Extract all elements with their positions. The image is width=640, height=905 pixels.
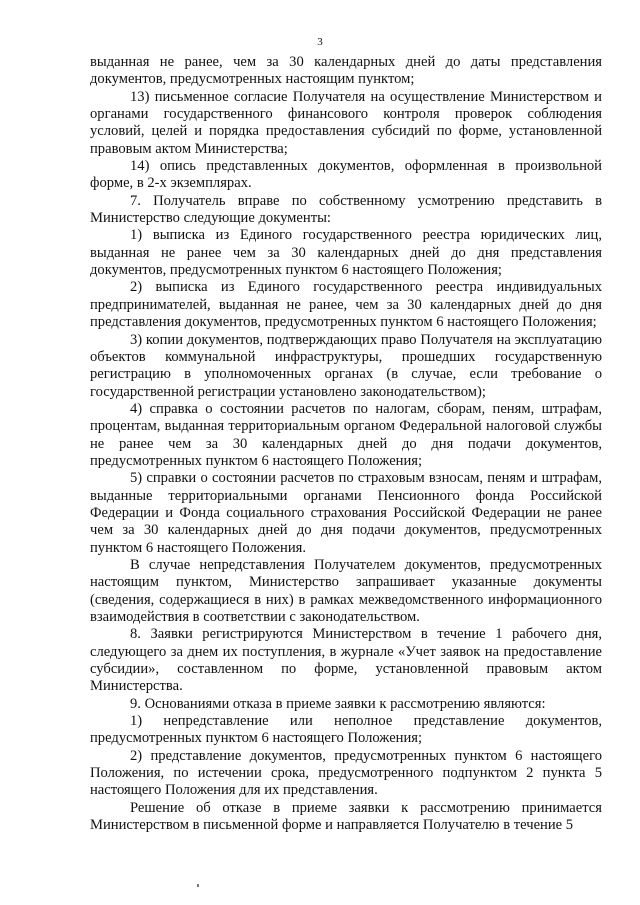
- paragraph-item-13: 13) письменное согласие Получателя на осуществление Министерством и органами государственного финансового контроля проверок соблюдения условий, целей и порядка предоставления субсидий по форме, установленной правовым актом Министерства;: [90, 88, 602, 157]
- paragraph-refusal-decision: Решение об отказе в приеме заявки к рассмотрению принимается Министерством в письменной форме и направляется Получателю в течение 5: [90, 799, 602, 834]
- scan-artifact-mark: [197, 884, 199, 887]
- paragraph-clause-7-item-1: 1) выписка из Единого государственного реестра юридических лиц, выданная не ранее чем за 30 календарных дней до дня представления документов, предусмотренных пунктом 6 настоящего Положения;: [90, 227, 602, 279]
- paragraph-clause-9-item-2: 2) представление документов, предусмотренных пунктом 6 настоящего Положения, по истечении срока, предусмотренного подпунктом 2 пункта 5 настоящего Положения для их представления.: [90, 747, 602, 799]
- paragraph-clause-7-item-5: 5) справки о состоянии расчетов по страховым взносам, пеням и штрафам, выданные территориальными органами Пенсионного фонда Российской Федерации и Фонда социального страхования Российской Федерации не ранее чем за 30 календарных дней до дня подачи документов, предусмотренных пунктом 6 настоящего Положения.: [90, 470, 602, 556]
- paragraph-clause-7-item-2: 2) выписка из Единого государственного реестра индивидуальных предпринимателей, выданная не ранее, чем за 30 календарных дней до дня представления документов, предусмотренных пунктом 6 настоящего Положения;: [90, 279, 602, 331]
- paragraph-item-14: 14) опись представленных документов, оформленная в произвольной форме, в 2-х экземплярах.: [90, 158, 602, 192]
- paragraph-clause-7: 7. Получатель вправе по собственному усмотрению представить в Министерство следующие документы:: [90, 192, 602, 227]
- paragraph-clause-7-item-4: 4) справка о состоянии расчетов по налогам, сборам, пеням, штрафам, процентам, выданная территориальным органом Федеральной налоговой службы не ранее чем за 30 календарных дней до дня подачи документов, предусмотренных пунктом 6 настоящего Положения;: [90, 400, 602, 469]
- paragraph-clause-7-item-3: 3) копии документов, подтверждающих право Получателя на эксплуатацию объектов коммунальной инфраструктуры, прошедших государственную регистрацию в уполномоченных органах (в случае, если требование о государственной регистрации установлено законодательством);: [90, 331, 602, 400]
- document-body: [90, 54, 602, 834]
- paragraph-clause-9: 9. Основаниями отказа в приеме заявки к рассмотрению являются:: [130, 695, 546, 712]
- paragraph-clause-9-item-1: 1) непредставление или неполное представление документов, предусмотренных пунктом 6 настоящего Положения;: [90, 713, 602, 747]
- paragraph-clause-7-note: В случае непредставления Получателем документов, предусмотренных настоящим пунктом, Министерство запрашивает указанные документы (сведения, содержащиеся в них) в рамках межведомственного информационного взаимодействия в соответствии с законодательством.: [90, 556, 602, 625]
- paragraph-clause-8: 8. Заявки регистрируются Министерством в течение 1 рабочего дня, следующего за днем их поступления, в журнале «Учет заявок на предоставление субсидии», составленном по форме, установленной правовым актом Министерства.: [90, 626, 602, 695]
- paragraph-continuation: выданная не ранее, чем за 30 календарных дней до даты представления документов, предусмотренных настоящим пунктом;: [90, 54, 602, 88]
- page-number: 3: [317, 36, 323, 48]
